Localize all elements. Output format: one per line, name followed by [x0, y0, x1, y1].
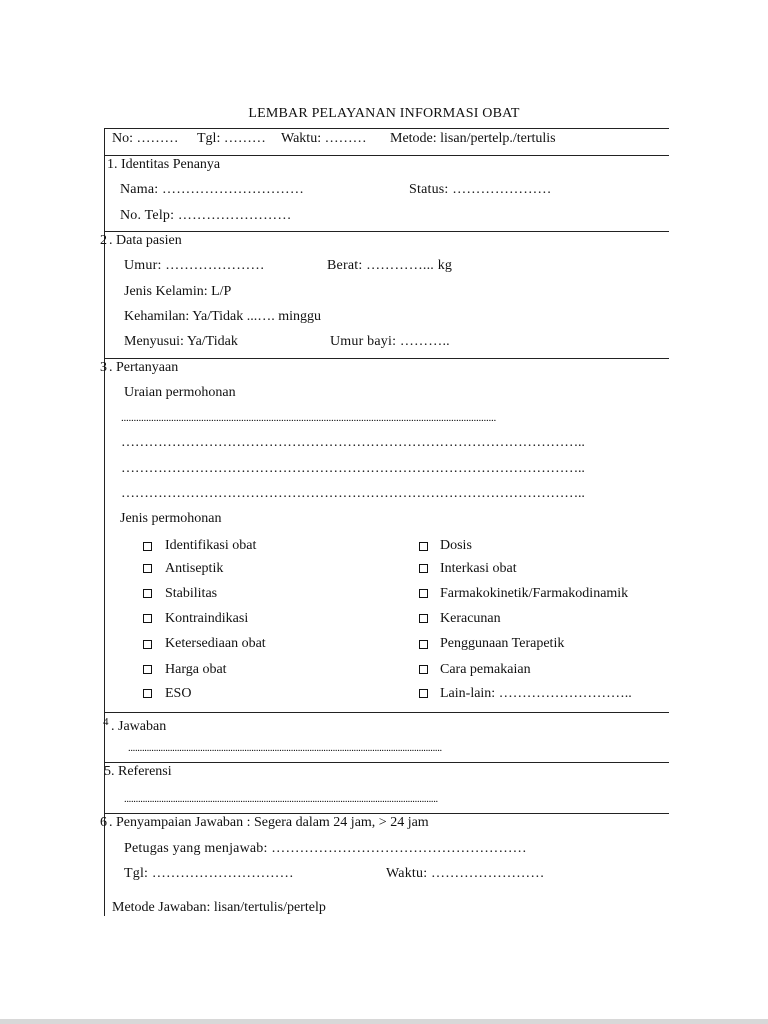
option-lain-lain: Lain-lain: ………………………..	[440, 686, 632, 701]
section-3-number: 3	[100, 360, 107, 375]
divider-2	[104, 358, 669, 359]
section-2-number: 2	[100, 233, 107, 248]
checkbox-identifikasi-obat[interactable]	[143, 542, 152, 551]
field-berat: Berat: …………... kg	[327, 258, 453, 273]
field-tgl-jawaban: Tgl: …………………………	[124, 866, 294, 881]
field-jenis-permohonan: Jenis permohonan	[120, 511, 222, 526]
header-tgl: Tgl: ………	[197, 131, 266, 146]
option-eso: ESO	[165, 686, 192, 701]
checkbox-stabilitas[interactable]	[143, 589, 152, 598]
checkbox-dosis[interactable]	[419, 542, 428, 551]
option-ketersediaan-obat: Ketersediaan obat	[165, 636, 266, 651]
option-dosis: Dosis	[440, 538, 472, 553]
checkbox-harga-obat[interactable]	[143, 665, 152, 674]
option-identifikasi-obat: Identifikasi obat	[165, 538, 257, 553]
checkbox-ketersediaan-obat[interactable]	[143, 640, 152, 649]
uraian-line-3: ………………………………………………………………………………………..	[121, 461, 585, 476]
option-penggunaan-terapetik: Penggunaan Terapetik	[440, 636, 565, 651]
section-6-heading: . Penyampaian Jawaban : Segera dalam 24 jam, > 24 jam	[109, 815, 429, 830]
field-waktu-jawaban: Waktu: ……………………	[386, 866, 545, 881]
divider-3	[104, 712, 669, 713]
field-umur-bayi: Umur bayi: ………..	[330, 334, 450, 349]
header-no: No: ………	[112, 131, 179, 146]
header-metode: Metode: lisan/pertelp./tertulis	[390, 131, 556, 146]
checkbox-cara-pemakaian[interactable]	[419, 665, 428, 674]
field-petugas: Petugas yang menjawab: ………………………………………………	[124, 841, 527, 856]
option-kontraindikasi: Kontraindikasi	[165, 611, 249, 626]
option-stabilitas: Stabilitas	[165, 586, 218, 601]
divider-4	[104, 762, 669, 763]
section-6-number: 6	[100, 815, 107, 830]
uraian-line-4: ………………………………………………………………………………………..	[121, 486, 585, 501]
checkbox-keracunan[interactable]	[419, 614, 428, 623]
field-metode-jawaban: Metode Jawaban: lisan/tertulis/pertelp	[112, 900, 326, 915]
section-4-heading: . Jawaban	[111, 719, 167, 734]
form-title: LEMBAR PELAYANAN INFORMASI OBAT	[248, 106, 520, 121]
field-jenis-kelamin: Jenis Kelamin: L/P	[124, 284, 232, 299]
option-farmakokinetik: Farmakokinetik/Farmakodinamik	[440, 586, 629, 601]
referensi-line: .......................................................................................................................................	[124, 794, 438, 805]
option-antiseptik: Antiseptik	[165, 561, 224, 576]
field-nama: Nama: …………………………	[120, 182, 305, 197]
field-menyusui: Menyusui: Ya/Tidak	[124, 334, 238, 349]
section-2-heading: . Data pasien	[109, 233, 182, 248]
option-keracunan: Keracunan	[440, 611, 501, 626]
header-waktu: Waktu: ………	[281, 131, 367, 146]
option-harga-obat: Harga obat	[165, 662, 227, 677]
checkbox-interkasi-obat[interactable]	[419, 564, 428, 573]
section-5-heading: 5. Referensi	[104, 764, 172, 779]
top-border	[104, 128, 669, 129]
option-cara-pemakaian: Cara pemakaian	[440, 662, 531, 677]
checkbox-eso[interactable]	[143, 689, 152, 698]
divider-5	[104, 813, 669, 814]
section-4-number: 4	[103, 716, 109, 728]
field-umur: Umur: …………………	[124, 258, 265, 273]
checkbox-kontraindikasi[interactable]	[143, 614, 152, 623]
section-3-heading: . Pertanyaan	[109, 360, 179, 375]
field-kehamilan: Kehamilan: Ya/Tidak ...…. minggu	[124, 309, 322, 324]
checkbox-antiseptik[interactable]	[143, 564, 152, 573]
checkbox-lain-lain[interactable]	[419, 689, 428, 698]
uraian-line-1: ......................................................................................................................................................	[121, 412, 496, 424]
divider-1	[104, 231, 669, 232]
divider-header	[104, 155, 669, 156]
page-bottom-edge	[0, 1019, 768, 1024]
field-no-telp: No. Telp: ……………………	[120, 208, 292, 223]
jawaban-line: .......................................................................................................................................	[128, 743, 442, 754]
option-interkasi-obat: Interkasi obat	[440, 561, 517, 576]
checkbox-farmakokinetik[interactable]	[419, 589, 428, 598]
uraian-line-2: ………………………………………………………………………………………..	[121, 435, 585, 450]
field-status: Status: …………………	[409, 182, 552, 197]
section-1-heading: 1. Identitas Penanya	[107, 157, 221, 172]
checkbox-penggunaan-terapetik[interactable]	[419, 640, 428, 649]
field-uraian-permohonan: Uraian permohonan	[124, 385, 236, 400]
